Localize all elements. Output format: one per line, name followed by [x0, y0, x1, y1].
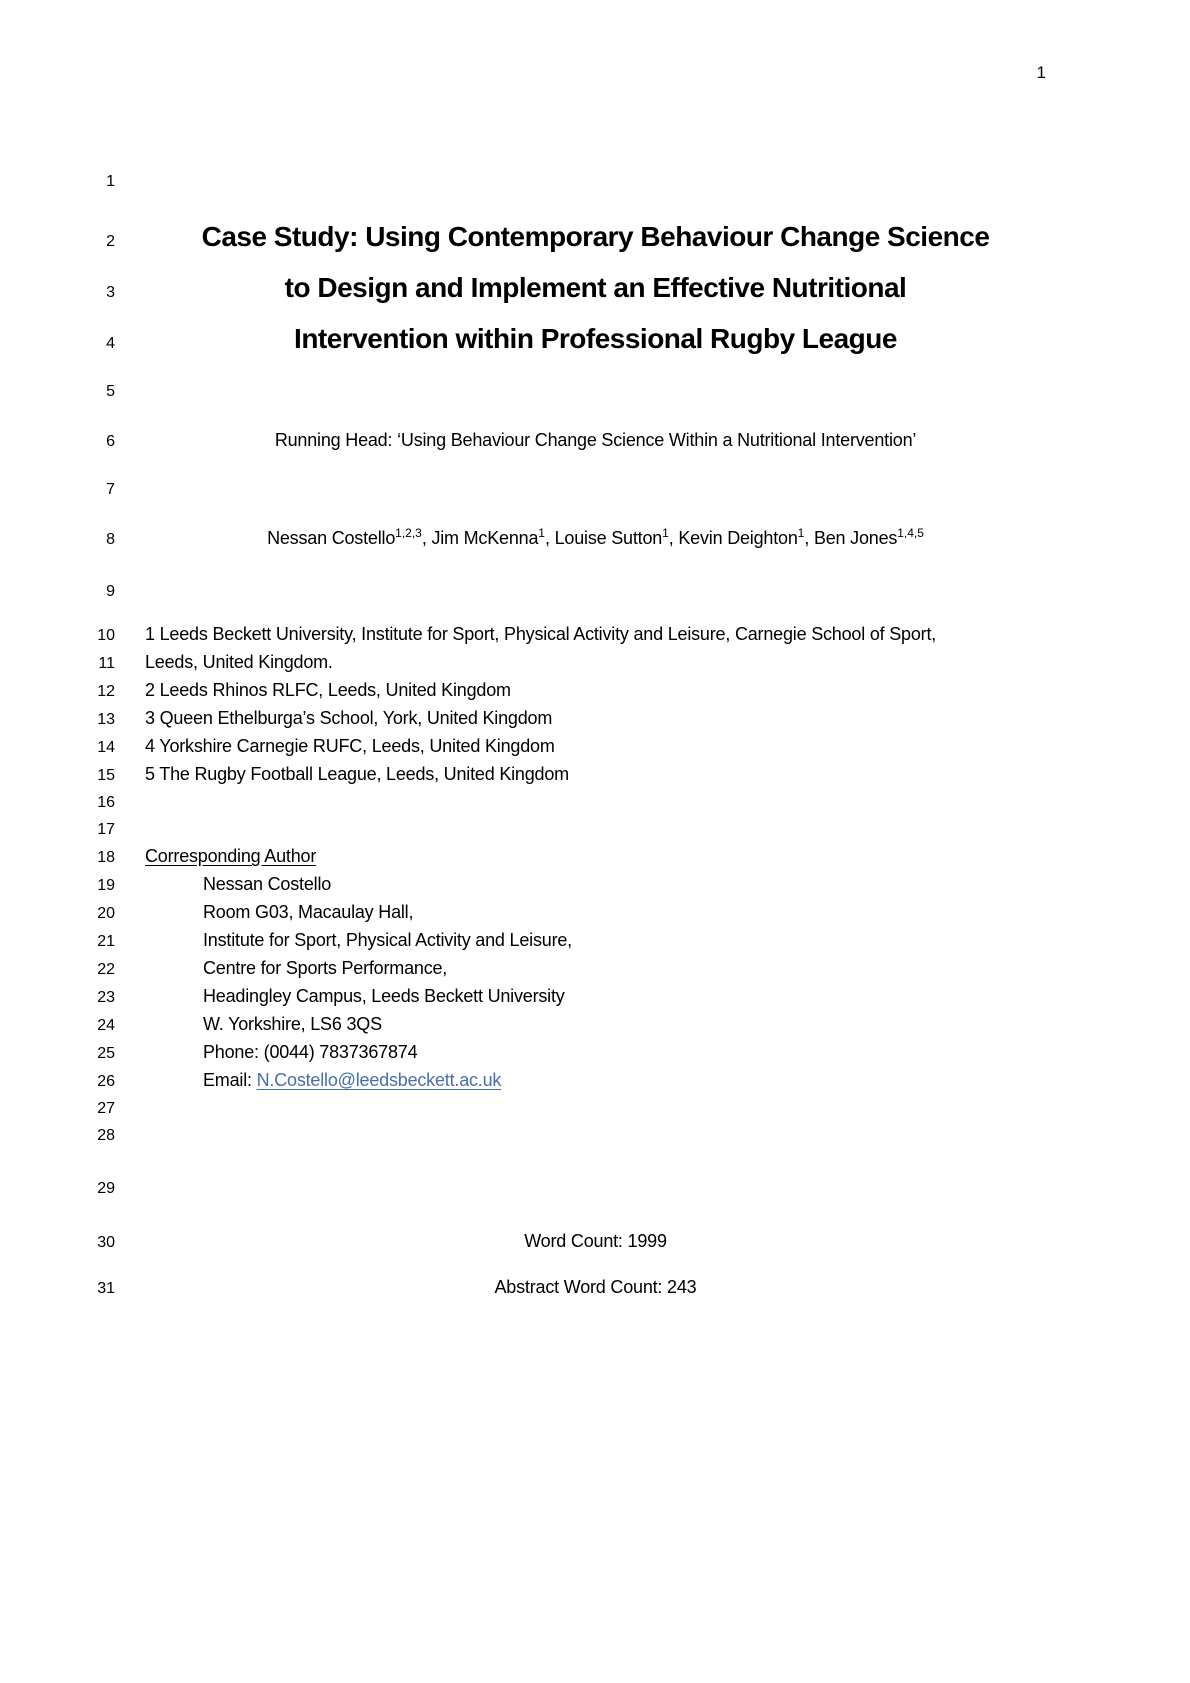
page-number: 1 [1036, 63, 1046, 82]
line-content: W. Yorkshire, LS6 3QS [203, 1014, 382, 1034]
line-number: 31 [97, 1280, 115, 1297]
line-content: Centre for Sports Performance, [203, 958, 448, 978]
line-number: 7 [106, 481, 115, 498]
author-affiliation-superscript: 1 [538, 526, 545, 540]
manuscript-line [0, 1228, 1190, 1256]
manuscript-line [0, 789, 1190, 816]
manuscript-line [0, 983, 1190, 1011]
line-number: 17 [97, 821, 115, 838]
author-affiliation-superscript: 1,4,5 [897, 526, 924, 540]
email-label: Email: [203, 1070, 257, 1090]
manuscript-line [0, 316, 1190, 367]
line-number: 27 [97, 1100, 115, 1117]
line-content: Room G03, Macaulay Hall, [203, 902, 414, 922]
line-number: 16 [97, 794, 115, 811]
line-content [145, 515, 1046, 561]
manuscript-line [0, 1175, 1190, 1202]
manuscript-line [0, 955, 1190, 983]
line-number: 13 [97, 711, 115, 728]
manuscript-line [0, 761, 1190, 789]
manuscript-line [0, 515, 1190, 563]
author-name: , Ben Jones [804, 528, 898, 548]
line-number: 9 [106, 583, 115, 600]
page-header [1037, 62, 1046, 84]
manuscript-line [0, 1095, 1190, 1122]
manuscript-line [0, 927, 1190, 955]
line-number: 11 [98, 655, 115, 672]
manuscript-line [0, 150, 1190, 214]
manuscript-line [0, 1011, 1190, 1039]
line-number: 25 [97, 1045, 115, 1062]
line-number: 3 [106, 284, 115, 301]
line-number: 30 [97, 1234, 115, 1251]
manuscript-line [0, 899, 1190, 927]
line-number: 15 [97, 767, 115, 784]
line-number: 24 [97, 1017, 115, 1034]
author-name: , Jim McKenna [421, 528, 539, 548]
line-content: 1 Leeds Beckett University, Institute for Sport, Physical Activity and Leisure, Carnegie School of Sport, [145, 624, 937, 644]
line-content: Word Count: 1999 [524, 1231, 667, 1251]
line-number: 2 [106, 233, 115, 250]
line-number: 10 [97, 627, 115, 644]
manuscript-line [0, 465, 1190, 515]
line-content: to Design and Implement an Effective Nutritional [284, 272, 907, 303]
corresponding-author-heading: Corresponding Author [145, 846, 317, 866]
line-content: 2 Leeds Rhinos RLFC, Leeds, United Kingdom [145, 680, 511, 700]
line-content: Phone: (0044) 7837367874 [203, 1042, 418, 1062]
line-number: 6 [106, 433, 115, 450]
line-content: Running Head: ‘Using Behaviour Change Science Within a Nutritional Intervention’ [274, 430, 917, 450]
author-affiliation-superscript: 1 [662, 526, 669, 540]
author-affiliation-superscript: 1 [797, 526, 805, 540]
manuscript-line [0, 871, 1190, 899]
line-content: Case Study: Using Contemporary Behaviour Change Science [201, 221, 990, 252]
line-content [145, 1067, 1046, 1094]
author-name: , Kevin Deighton [668, 528, 798, 548]
line-content: Intervention within Professional Rugby League [294, 323, 897, 354]
line-number: 23 [97, 989, 115, 1006]
line-content: Leeds, United Kingdom. [145, 652, 333, 672]
manuscript-line [0, 649, 1190, 677]
line-number: 8 [106, 531, 115, 548]
manuscript-line [0, 621, 1190, 649]
manuscript-line [0, 816, 1190, 843]
manuscript-line [0, 1039, 1190, 1067]
line-content: 4 Yorkshire Carnegie RUFC, Leeds, United Kingdom [145, 736, 555, 756]
line-content [145, 843, 1046, 870]
line-number: 5 [106, 383, 115, 400]
author-affiliation-superscript: 1,2,3 [395, 526, 422, 540]
manuscript-line [0, 1274, 1190, 1302]
line-number: 14 [97, 739, 115, 756]
line-number: 22 [97, 961, 115, 978]
email-link[interactable]: N.Costello@leedsbeckett.ac.uk [256, 1070, 502, 1090]
line-content: Nessan Costello [203, 874, 332, 894]
line-number: 18 [97, 849, 115, 866]
manuscript-line [0, 843, 1190, 871]
manuscript-line [0, 417, 1190, 465]
manuscript-line [0, 733, 1190, 761]
line-number: 21 [97, 933, 115, 950]
manuscript-line [0, 677, 1190, 705]
line-content: 3 Queen Ethelburga’s School, York, United Kingdom [145, 708, 553, 728]
line-number: 28 [97, 1127, 115, 1144]
line-content: 5 The Rugby Football League, Leeds, United Kingdom [145, 764, 569, 784]
manuscript-line [0, 1067, 1190, 1095]
manuscript-line [0, 265, 1190, 316]
author-name: , Louise Sutton [544, 528, 663, 548]
line-number: 29 [97, 1180, 115, 1197]
line-content: Institute for Sport, Physical Activity and Leisure, [203, 930, 572, 950]
line-number: 1 [106, 173, 115, 190]
manuscript-line [0, 705, 1190, 733]
manuscript-lines [0, 150, 1190, 1302]
manuscript-body [0, 150, 1190, 1302]
line-content: Abstract Word Count: 243 [494, 1277, 697, 1297]
manuscript-line [0, 214, 1190, 265]
line-number: 19 [97, 877, 115, 894]
line-number: 26 [97, 1073, 115, 1090]
manuscript-line [0, 1122, 1190, 1149]
manuscript-line [0, 563, 1190, 621]
line-content: Headingley Campus, Leeds Beckett University [203, 986, 565, 1006]
author-name: Nessan Costello [267, 528, 396, 548]
line-number: 4 [106, 335, 115, 352]
line-number: 20 [97, 905, 115, 922]
line-number: 12 [97, 683, 115, 700]
manuscript-line [0, 367, 1190, 417]
